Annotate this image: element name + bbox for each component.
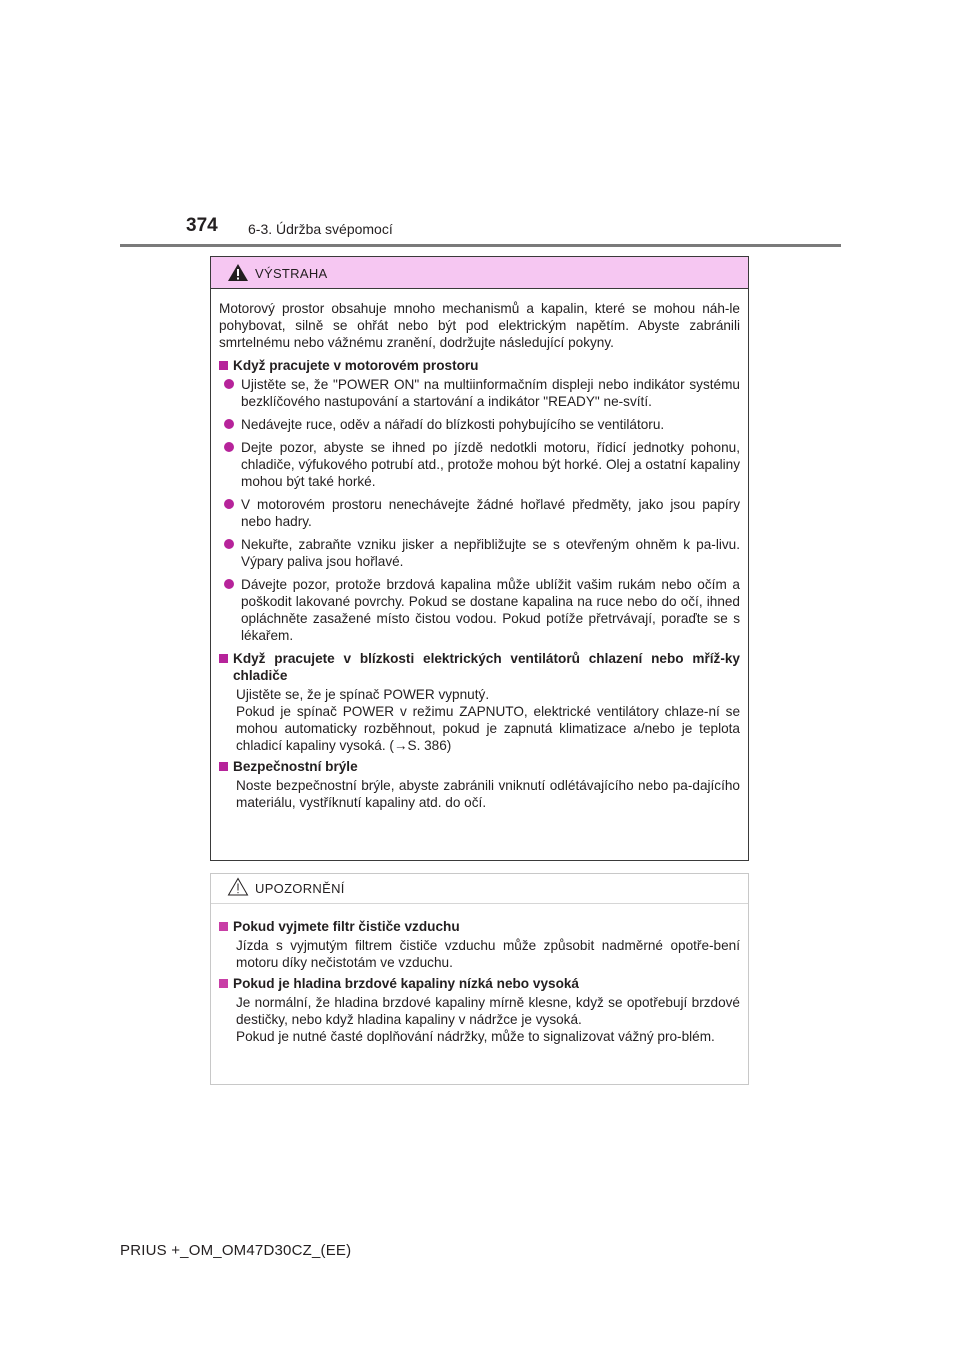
warning-header [211,257,748,289]
round-bullet-icon [224,419,234,429]
list-item-text: Nedávejte ruce, oděv a nářadí do blízkosti pohybujícího se ventilátoru. [241,417,665,432]
section-heading [219,758,740,775]
list-item-text: Dejte pozor, abyste se ihned po jízdě nedotkli motoru, řídicí jednotky pohonu, chladiče, výfukového potrubí atd., protože mohou být horké. Olej a ostatní kapaliny mohou být také horké. [241,440,740,489]
caution-section-brake-fluid [219,975,740,1045]
list-item [219,376,740,410]
square-bullet-icon [219,922,228,931]
section-text: Je normální, že hladina brzdové kapaliny mírně klesne, když se opotřebují brzdové destičky, nebo když hladina kapaliny v nádržce je vysoká. Pokud je nutné časté doplňování nádržky, může to signalizovat vážný pro-blém. [236,995,740,1044]
section-title-text: Když pracujete v blízkosti elektrických ventilátorů chlazení nebo mříž-ky chladiče [233,651,740,683]
warning-box [210,256,749,861]
list-item [219,416,740,433]
list-item [219,536,740,570]
warning-label: VÝSTRAHA [255,266,328,281]
footer-document-id: PRIUS +_OM_OM47D30CZ_(EE) [120,1242,352,1259]
square-bullet-icon [219,654,228,663]
section-heading [219,650,740,684]
round-bullet-icon [224,579,234,589]
list-item-text: Ujistěte se, že "POWER ON" na multiinformačním displeji nebo indikátor systému bezklíčového nastupování a startování a indikátor "READY" ne-svítí. [241,377,740,409]
section-title: 6-3. Údržba svépomocí [248,221,393,237]
section-title-text: Pokud je hladina brzdové kapaliny nízká nebo vysoká [233,976,579,991]
caution-box [210,873,749,1085]
list-item-text: V motorovém prostoru nenechávejte žádné hořlavé předměty, jako jsou papíry nebo hadry. [241,497,740,529]
section-title-text: Pokud vyjmete filtr čističe vzduchu [233,919,460,934]
page-number: 374 [186,215,218,236]
caution-body [211,904,748,1045]
header-rule [120,244,841,247]
section-heading [219,357,740,374]
section-text: Ujistěte se, že je spínač POWER vypnutý. Pokud je spínač POWER v režimu ZAPNUTO, elektrické ventilátory chlaze-ní se mohou automaticky rozběhnout, pokud je zapnutá klimatizace a/nebo je teplota chladicí kapaliny vysoká. (→S. 386) [236,687,740,753]
section-text: Noste bezpečnostní brýle, abyste zabránili vniknutí odlétávajícího nebo pa-dajícího materiálu, vystříknutí kapaliny atd. do očí. [236,778,740,810]
warning-body [211,289,748,811]
round-bullet-icon [224,379,234,389]
list-item-text: Nekuřte, zabraňte vzniku jisker a nepřibližujte se s otevřeným ohněm k pa-livu. Výpary paliva jsou hořlavé. [241,537,740,569]
caution-header [211,874,748,904]
list-item [219,439,740,490]
square-bullet-icon [219,361,228,370]
warning-triangle-outline-icon [227,877,249,896]
list-item [219,576,740,644]
square-bullet-icon [219,979,228,988]
round-bullet-icon [224,442,234,452]
section-heading [219,918,740,935]
list-item-text: Dávejte pozor, protože brzdová kapalina může ublížit vašim rukám nebo očím a poškodit lakované povrchy. Pokud se dostane kapalina na ruce nebo do očí, ihned opláchněte zasažené místo čistou vodou. Pokud potíže přetrvávají, poraďte se s lékařem. [241,577,740,643]
warning-section-fans [219,650,740,754]
round-bullet-icon [224,499,234,509]
warning-triangle-filled-icon [227,263,249,282]
square-bullet-icon [219,762,228,771]
caution-label: UPOZORNĚNÍ [255,881,345,896]
section-title-text: Když pracujete v motorovém prostoru [233,358,479,373]
section-heading [219,975,740,992]
list-item [219,496,740,530]
warning-section-glasses [219,758,740,811]
round-bullet-icon [224,539,234,549]
warning-section-engine-room [219,357,740,644]
section-text: Jízda s vyjmutým filtrem čističe vzduchu může způsobit nadměrné opotře-bení motoru díky nečistotám ve vzduchu. [236,938,740,970]
caution-section-air-filter [219,918,740,971]
section-title-text: Bezpečnostní brýle [233,759,358,774]
warning-intro: Motorový prostor obsahuje mnoho mechanismů a kapalin, které se mohou náh-le pohybovat, silně se ohřát nebo být pod elektrickým napětím. Abyste zabránili smrtelnému nebo vážnému zranění, dodržujte následující pokyny. [219,301,740,350]
